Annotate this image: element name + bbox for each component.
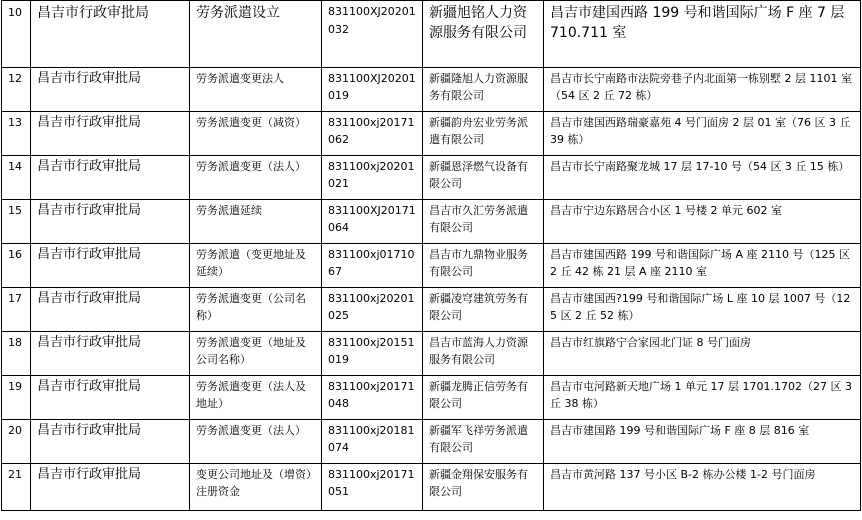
table-row	[2, 1, 861, 68]
cell-code: 831100xj20201025	[322, 288, 423, 332]
table-row	[2, 464, 861, 511]
table-row	[2, 68, 861, 112]
cell-matter: 劳务派遣设立	[190, 1, 322, 68]
cell-no: 19	[2, 376, 31, 420]
cell-matter: 劳务派遣变更法人	[190, 68, 322, 112]
cell-address: 昌吉市黄河路 137 号小区 B-2 栋办公楼 1-2 号门面房	[544, 464, 861, 511]
table-row	[2, 112, 861, 156]
cell-no: 10	[2, 1, 31, 68]
cell-no: 13	[2, 112, 31, 156]
cell-code: 831100xj20171062	[322, 112, 423, 156]
cell-matter: 劳务派遣变更（法人）	[190, 156, 322, 200]
cell-no: 14	[2, 156, 31, 200]
cell-authority: 昌吉市行政审批局	[31, 420, 190, 464]
cell-no: 18	[2, 332, 31, 376]
cell-matter: 劳务派遣变更（地址及公司名称）	[190, 332, 322, 376]
cell-code: 831100xj20151019	[322, 332, 423, 376]
cell-company: 昌吉市久汇劳务派遣有限公司	[423, 200, 544, 244]
cell-authority: 昌吉市行政审批局	[31, 376, 190, 420]
table-row	[2, 244, 861, 288]
cell-company: 新疆军飞祥劳务派遣有限公司	[423, 420, 544, 464]
cell-company: 新疆龙腾正信劳务有限公司	[423, 376, 544, 420]
cell-authority: 昌吉市行政审批局	[31, 288, 190, 332]
cell-authority: 昌吉市行政审批局	[31, 156, 190, 200]
table-row	[2, 156, 861, 200]
cell-code: 831100XJ20201032	[322, 1, 423, 68]
cell-authority: 昌吉市行政审批局	[31, 464, 190, 511]
table-body	[2, 1, 861, 511]
cell-no: 15	[2, 200, 31, 244]
cell-code: 831100xj20201021	[322, 156, 423, 200]
cell-code: 831100xj0171067	[322, 244, 423, 288]
table-row	[2, 200, 861, 244]
cell-address: 昌吉市长宁南路聚龙城 17 层 17-10 号（54 区 3 丘 15 栋）	[544, 156, 861, 200]
cell-code: 831100xj20181074	[322, 420, 423, 464]
cell-company: 新疆凌穹建筑劳务有限公司	[423, 288, 544, 332]
cell-authority: 昌吉市行政审批局	[31, 244, 190, 288]
table-row	[2, 288, 861, 332]
table-row	[2, 332, 861, 376]
cell-code: 831100XJ20171064	[322, 200, 423, 244]
table-row	[2, 376, 861, 420]
cell-matter: 劳务派遣延续	[190, 200, 322, 244]
cell-authority: 昌吉市行政审批局	[31, 332, 190, 376]
cell-address: 昌吉市红旗路宁合家园北门证 8 号门面房	[544, 332, 861, 376]
cell-company: 新疆旭铭人力资源服务有限公司	[423, 1, 544, 68]
cell-matter: 劳务派遣变更（公司名称）	[190, 288, 322, 332]
cell-address: 昌吉市建国西路 199 号和谐国际广场 F 座 7 层 710.711 室	[544, 1, 861, 68]
cell-address: 昌吉市宁边东路居合小区 1 号楼 2 单元 602 室	[544, 200, 861, 244]
cell-address: 昌吉市建国西路 199 号和谐国际广场 A 座 2110 号（125 区 2 丘 42 栋 21 层 A 座 2110 室	[544, 244, 861, 288]
cell-no: 16	[2, 244, 31, 288]
cell-matter: 变更公司地址及（增资）注册资金	[190, 464, 322, 511]
cell-no: 21	[2, 464, 31, 511]
cell-company: 昌吉市蓝海人力资源服务有限公司	[423, 332, 544, 376]
cell-address: 昌吉市建国西?199 号和谐国际广场 L 座 10 层 1007 号（125 区 2 丘 52 栋）	[544, 288, 861, 332]
license-table	[1, 0, 861, 511]
cell-matter: 劳务派遣（变更地址及延续）	[190, 244, 322, 288]
cell-code: 831100XJ20201019	[322, 68, 423, 112]
cell-company: 新疆韵舟宏业劳务派遣有限公司	[423, 112, 544, 156]
cell-address: 昌吉市建国路 199 号和谐国际广场 F 座 8 层 816 室	[544, 420, 861, 464]
cell-matter: 劳务派遣变更（法人）	[190, 420, 322, 464]
cell-address: 昌吉市长宁南路市法院旁巷子内北面第一栋别墅 2 层 1101 室（54 区 2 丘 72 栋）	[544, 68, 861, 112]
cell-company: 昌吉市九鼎物业服务有限公司	[423, 244, 544, 288]
cell-company: 新疆隆旭人力资源服务有限公司	[423, 68, 544, 112]
cell-no: 12	[2, 68, 31, 112]
cell-authority: 昌吉市行政审批局	[31, 68, 190, 112]
cell-company: 新疆恩泽燃气设备有限公司	[423, 156, 544, 200]
cell-matter: 劳务派遣变更（减资）	[190, 112, 322, 156]
cell-authority: 昌吉市行政审批局	[31, 112, 190, 156]
cell-matter: 劳务派遣变更（法人及地址）	[190, 376, 322, 420]
cell-authority: 昌吉市行政审批局	[31, 200, 190, 244]
cell-address: 昌吉市屯河路新天地广场 1 单元 17 层 1701.1702（27 区 3 丘 38 栋）	[544, 376, 861, 420]
cell-code: 831100xj20171048	[322, 376, 423, 420]
cell-authority: 昌吉市行政审批局	[31, 1, 190, 68]
cell-address: 昌吉市建国西路瑞豪嘉苑 4 号门面房 2 层 01 室（76 区 3 丘 39 栋）	[544, 112, 861, 156]
cell-no: 17	[2, 288, 31, 332]
cell-company: 新疆金翔保安服务有限公司	[423, 464, 544, 511]
cell-code: 831100xj20171051	[322, 464, 423, 511]
cell-no: 20	[2, 420, 31, 464]
table-row	[2, 420, 861, 464]
